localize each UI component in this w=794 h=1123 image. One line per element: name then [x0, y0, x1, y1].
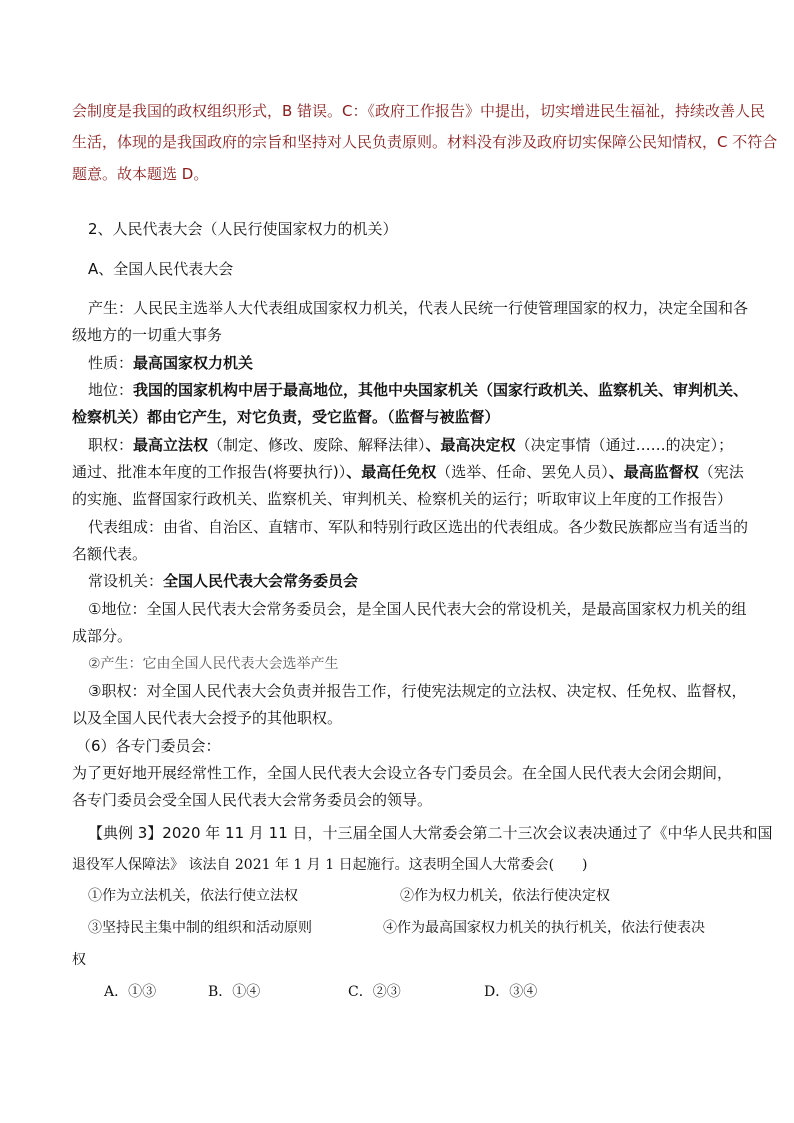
- produce-line: 级地方的一切重大事务: [72, 326, 223, 344]
- standing-position-line: ①地位：全国人民代表大会常务委员会，是全国人民代表大会的常设机关，是最高国家权力机关的组: [88, 600, 747, 618]
- power-supervision: 、最高监督权: [608, 463, 699, 481]
- nature-value: 最高国家权力机关: [133, 354, 254, 372]
- powers-label: 职权：: [88, 436, 134, 454]
- analysis-line: 会制度是我国的政权组织形式，B 错误。C：《政府工作报告》中提出，切实增进民生福祉，持续改善人民: [72, 102, 766, 120]
- standing-position-line: 成部分。: [72, 627, 133, 645]
- example-option-continuation: 权: [72, 952, 86, 968]
- section-subheading: A、全国人民代表大会: [88, 260, 234, 278]
- produce-line: 产生：人民民主选举人大代表组成国家权力机关，代表人民统一行使管理国家的权力，决定全国和各: [88, 299, 749, 317]
- choice-d: D．③④: [484, 984, 538, 1000]
- committees-line: 为了更好地开展经常性工作，全国人民代表大会设立各专门委员会。在全国人民代表大会闭会期间，: [72, 764, 733, 782]
- position-line: [72, 407, 500, 427]
- position-line: [88, 380, 748, 400]
- position-label: 地位：: [88, 381, 134, 399]
- position-text: 检察机关）都由它产生，对它负责，受它监督。（监督与被监督）: [72, 408, 500, 426]
- power-decision: 、最高决定权: [425, 436, 516, 454]
- power-appointment: 、最高任免权: [346, 463, 437, 481]
- example-question-line: 【典例 3】2020 年 11 月 11 日，十三届全国人大常委会第二十三次会议表决通过了《中华人民共和国: [88, 824, 773, 842]
- standing-powers-line: ③职权：对全国人民代表大会负责并报告工作，行使宪法规定的立法权、决定权、任免权、监督权，: [88, 682, 747, 700]
- powers-line: 的实施、监督国家行政机关、监察机关、审判机关、检察机关的运行；听取审议上年度的工作报告）: [72, 490, 733, 508]
- composition-line: 代表组成：由省、自治区、直辖市、军队和特别行政区选出的代表组成。各少数民族都应当有适当的: [88, 518, 749, 536]
- nature-label: 性质：: [88, 354, 134, 372]
- power-legislative: 最高立法权: [133, 436, 209, 454]
- example-option: ④作为最高国家权力机关的执行机关，依法行使表决: [383, 920, 705, 936]
- composition-line: 名额代表。: [72, 545, 148, 563]
- power-note: （宪法: [698, 463, 744, 481]
- analysis-line: 生活，体现的是我国政府的宗旨和坚持对人民负责原则。材料没有涉及政府切实保障公民知情权，C 不符合: [72, 133, 778, 151]
- standing-value: 全国人民代表大会常务委员会: [163, 572, 359, 590]
- standing-produce-line: ②产生：它由全国人民代表大会选举产生: [88, 656, 339, 672]
- choice-a: A．①③: [104, 984, 157, 1000]
- power-note: 通过、批准本年度的工作报告(将要执行)）: [72, 463, 347, 481]
- analysis-line: 题意。故本题选 D。: [72, 165, 209, 183]
- standing-line: [88, 571, 358, 591]
- choice-b: B．①④: [208, 984, 261, 1000]
- example-question-line: 退役军人保障法》 该法自 2021 年 1 月 1 日起施行。这表明全国人大常委会( ): [72, 857, 588, 873]
- powers-line: [88, 435, 733, 455]
- standing-label: 常设机关：: [88, 572, 164, 590]
- position-text: 我国的国家机构中居于最高地位，其他中央国家机关（国家行政机关、监察机关、审判机关、: [133, 381, 749, 399]
- section-heading: 2、人民代表大会（人民行使国家权力的机关）: [88, 220, 398, 238]
- powers-line: [72, 462, 744, 482]
- example-option: ③坚持民主集中制的组织和活动原则: [88, 920, 312, 936]
- example-option: ①作为立法机关，依法行使立法权: [88, 888, 298, 904]
- power-note: （选举、任命、罢免人员）: [436, 463, 609, 481]
- power-note: （制定、修改、废除、解释法律）: [208, 436, 426, 454]
- example-option: ②作为权力机关，依法行使决定权: [400, 888, 610, 904]
- power-note: （决定事情（通过……的决定）；: [515, 436, 734, 454]
- committees-heading: （6）各专门委员会：: [76, 737, 221, 755]
- committees-line: 各专门委员会受全国人民代表大会常务委员会的领导。: [72, 791, 433, 809]
- nature-line: [88, 353, 253, 373]
- standing-powers-line: 以及全国人民代表大会授予的其他职权。: [72, 709, 343, 727]
- choice-c: C．②③: [348, 984, 401, 1000]
